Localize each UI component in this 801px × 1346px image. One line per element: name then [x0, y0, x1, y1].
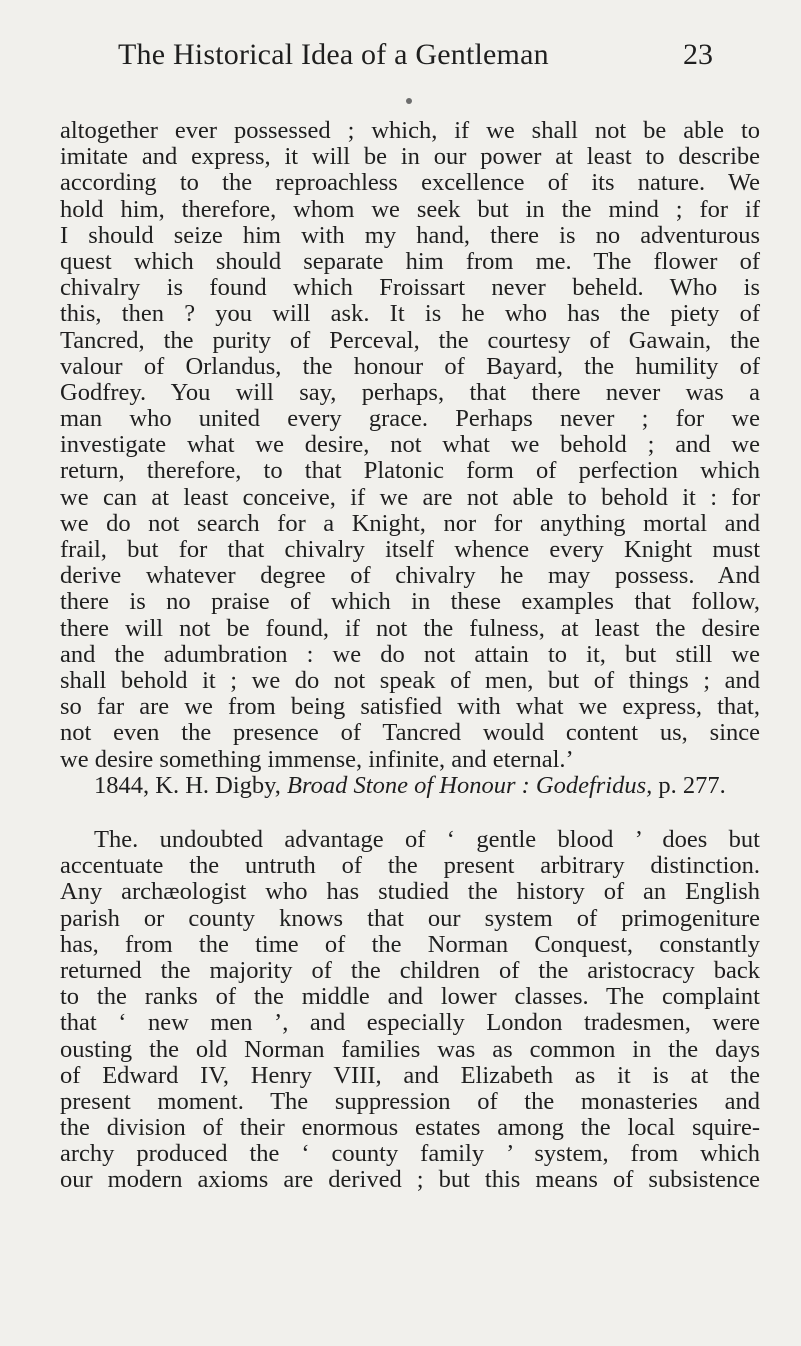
quote-line: imitate and express, it will be in our power at least to describe: [60, 143, 760, 171]
paragraph-line: The. undoubted advantage of ‘ gentle blood ’ does but: [94, 826, 760, 853]
paragraph-line: the division of their enormous estates among the local squire-: [60, 1114, 760, 1142]
quote-line: there is no praise of which in these examples that follow,: [60, 588, 760, 616]
quote-line: altogether ever possessed ; which, if we shall not be able to: [60, 117, 760, 144]
quote-line: frail, but for that chivalry itself whence every Knight must: [60, 536, 760, 563]
quote-line: hold him, therefore, whom we seek but in the mind ; for if: [60, 195, 760, 223]
paragraph-line: archy produced the ‘ county family ’ system, from which: [60, 1140, 760, 1168]
quote-line: derive whatever degree of chivalry he may possess. And: [60, 562, 760, 590]
paragraph-line: ousting the old Norman families was as common in the days: [60, 1035, 760, 1063]
paragraph-line: parish or county knows that our system of primogeniture: [60, 904, 760, 932]
quote-line: valour of Orlandus, the honour of Bayard, the humility of: [60, 352, 760, 380]
paragraph-line: accentuate the untruth of the present arbitrary distinction.: [60, 852, 760, 880]
quote-line: chivalry is found which Froissart never beheld. Who is: [60, 274, 760, 302]
quote-line: we do not search for a Knight, nor for anything mortal and: [60, 509, 760, 537]
body-paragraph: [60, 827, 760, 1194]
citation-suffix: p. 277.: [652, 771, 726, 799]
ink-speck: [406, 98, 412, 104]
quote-line: there will not be found, if not the fulness, at least the desire: [60, 614, 760, 642]
quote-line: Tancred, the purity of Perceval, the courtesy of Gawain, the: [60, 326, 760, 354]
quote-line: so far are we from being satisfied with what we express, that,: [60, 693, 760, 721]
paragraph-line: our modern axioms are derived ; but this means of subsistence: [60, 1166, 760, 1194]
citation-prefix: 1844, K. H. Digby,: [94, 771, 288, 799]
quote-line: man who united every grace. Perhaps never ; for we: [60, 405, 760, 433]
quote-line: quest which should separate him from me. The flower of: [60, 247, 760, 275]
paragraph-line: present moment. The suppression of the monasteries and: [60, 1087, 760, 1115]
citation: [60, 773, 760, 799]
page-number: 23: [683, 38, 713, 71]
citation-title: Broad Stone of Honour : Godefridus,: [287, 771, 653, 799]
paragraph-line: has, from the time of the Norman Conquest, constantly: [60, 930, 760, 958]
quote-line: investigate what we desire, not what we behold ; and we: [60, 431, 760, 459]
quote-line: and the adumbration : we do not attain to it, but still we: [60, 640, 760, 668]
quote-line: return, therefore, to that Platonic form of perfection which: [60, 457, 760, 485]
quote-line: Godfrey. You will say, perhaps, that there never was a: [60, 378, 760, 406]
quote-line: shall behold it ; we do not speak of men, but of things ; and: [60, 666, 760, 694]
quote-line: according to the reproachless excellence of its nature. We: [60, 169, 760, 197]
quote-line: I should seize him with my hand, there is no adventurous: [60, 221, 760, 249]
quote-line: we can at least conceive, if we are not able to behold it : for: [60, 483, 760, 511]
paragraph-line: of Edward IV, Henry VIII, and Elizabeth as it is at the: [60, 1061, 760, 1089]
paragraph-line: Any archæologist who has studied the history of an English: [60, 878, 760, 906]
quote-line: this, then ? you will ask. It is he who has the piety of: [60, 300, 760, 328]
quotation-block: [60, 118, 760, 799]
quote-line: we desire something immense, infinite, and eternal.’: [60, 745, 574, 773]
paragraph-line: that ‘ new men ’, and especially London tradesmen, were: [60, 1009, 760, 1037]
running-title: The Historical Idea of a Gentleman: [118, 38, 549, 71]
paragraph-line: to the ranks of the middle and lower classes. The complaint: [60, 983, 760, 1011]
quote-line: not even the presence of Tancred would content us, since: [60, 719, 760, 747]
paragraph-line: returned the majority of the children of the aristocracy back: [60, 956, 760, 984]
